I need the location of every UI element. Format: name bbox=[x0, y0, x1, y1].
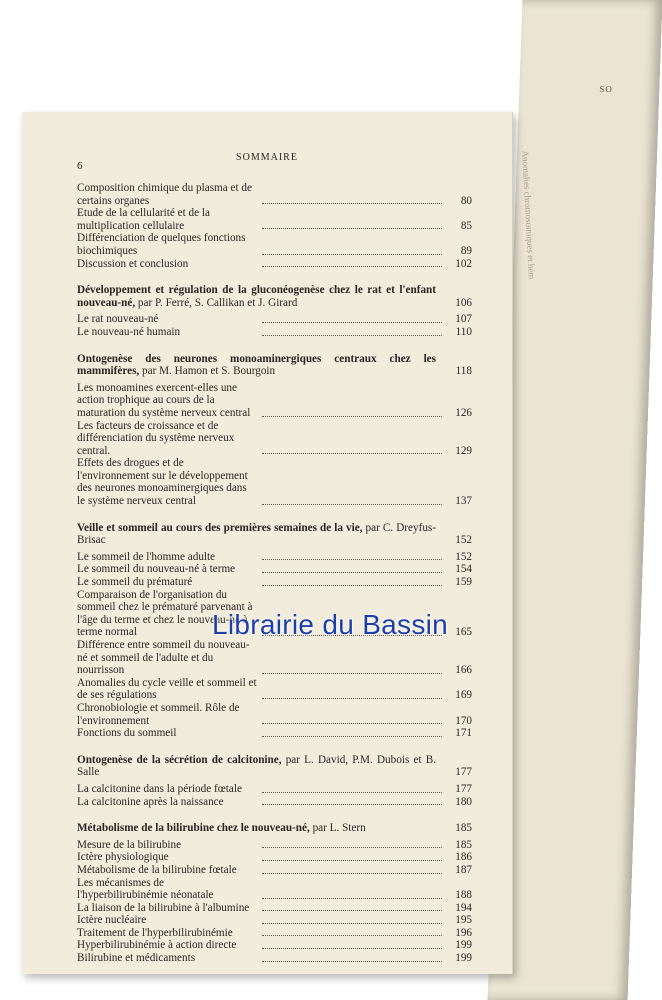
toc-section bbox=[77, 284, 472, 338]
leader-dots bbox=[262, 698, 443, 699]
toc-entry-label: Bilirubine et médicaments bbox=[77, 952, 196, 965]
toc-entry-page: 194 bbox=[455, 901, 472, 914]
section-heading-text bbox=[77, 522, 446, 547]
toc-entry-page: 102 bbox=[455, 257, 472, 270]
section-authors: par M. Hamon et S. Bourgoin bbox=[139, 365, 276, 378]
toc-entry bbox=[77, 952, 472, 965]
toc-entry bbox=[77, 864, 472, 877]
section-page: 185 bbox=[455, 822, 472, 835]
toc-entry bbox=[77, 326, 472, 339]
toc-entry bbox=[77, 877, 472, 902]
toc-entry bbox=[77, 563, 472, 576]
toc-entry-page: 199 bbox=[455, 952, 472, 965]
toc-entry-page: 126 bbox=[455, 406, 472, 419]
leader-dots bbox=[262, 847, 443, 848]
toc-entry-label: Etude de la cellularité et de la multiplication cellulaire bbox=[77, 207, 210, 232]
toc-entry-page: 159 bbox=[455, 576, 472, 589]
toc-entry-page: 129 bbox=[455, 444, 472, 457]
section-page: 106 bbox=[455, 296, 472, 309]
toc-entry-page: 154 bbox=[455, 563, 472, 576]
toc-entry-page: 89 bbox=[460, 244, 472, 257]
toc-entry-label: La calcitonine après la naissance bbox=[77, 795, 224, 808]
leader-dots bbox=[262, 504, 443, 505]
section-authors: par L. Stern bbox=[309, 822, 366, 835]
toc-entry-label: Les facteurs de croissance et de différenciation du système nerveux central. bbox=[77, 419, 235, 457]
toc-entry-page: 107 bbox=[455, 313, 472, 326]
toc-entry bbox=[77, 232, 472, 257]
leader-dots bbox=[262, 453, 443, 454]
toc-section bbox=[77, 754, 472, 808]
section-heading-text bbox=[77, 284, 446, 309]
leader-dots bbox=[262, 935, 443, 936]
toc-entry-page: 165 bbox=[455, 626, 472, 639]
leader-dots bbox=[262, 948, 443, 949]
section-heading bbox=[77, 822, 472, 835]
toc-entry-label: Effets des drogues et de l'environnement sur le développement des neurones monoaminergiques dans le système nerveux central bbox=[77, 457, 248, 508]
leader-dots bbox=[262, 792, 443, 793]
leader-dots bbox=[262, 254, 443, 255]
toc-entry bbox=[77, 927, 472, 940]
toc-entry-page: 188 bbox=[455, 889, 472, 902]
leader-dots bbox=[262, 736, 443, 737]
section-heading-text bbox=[77, 754, 446, 779]
toc-entry-page: 186 bbox=[455, 851, 472, 864]
toc-section bbox=[77, 822, 472, 965]
toc-entry-label: Fonctions du sommeil bbox=[77, 727, 177, 740]
leader-dots bbox=[262, 923, 443, 924]
toc-entry bbox=[77, 677, 472, 702]
toc-entry-label: Le sommeil du prématuré bbox=[77, 576, 193, 589]
leader-dots bbox=[262, 898, 443, 899]
toc-entry-page: 195 bbox=[455, 914, 472, 927]
toc-entry bbox=[77, 914, 472, 927]
toc-entry-label: Le rat nouveau-né bbox=[77, 313, 159, 326]
toc-entry-page: 110 bbox=[455, 325, 472, 338]
section-heading bbox=[77, 754, 472, 779]
toc-entry bbox=[77, 258, 472, 271]
toc-entry-page: 171 bbox=[455, 727, 472, 740]
toc-entry-label: Les monoamines exercent-elles une action trophique au cours de la maturation du système nerveux central bbox=[77, 381, 251, 419]
leader-dots bbox=[262, 860, 443, 861]
toc-entry-page: 180 bbox=[455, 795, 472, 808]
section-heading bbox=[77, 353, 472, 378]
toc-entry-label: Le sommeil de l'homme adulte bbox=[77, 550, 216, 563]
toc-entry-page: 166 bbox=[455, 664, 472, 677]
toc-entry-label: La liaison de la bilirubine à l'albumine bbox=[77, 901, 250, 914]
toc-entry-label: Traitement de l'hyperbilirubinémie bbox=[77, 926, 233, 939]
leader-dots bbox=[262, 804, 443, 805]
section-title: Veille et sommeil au cours des premières semaines de la vie, bbox=[77, 521, 363, 534]
toc-entry bbox=[77, 182, 472, 207]
toc-entry-page: 80 bbox=[460, 194, 472, 207]
toc-entry-label: Les mécanismes de l'hyperbilirubinémie néonatale bbox=[77, 876, 214, 902]
toc-entry-page: 199 bbox=[455, 939, 472, 952]
toc-entry bbox=[77, 457, 472, 507]
toc-entry bbox=[77, 702, 472, 727]
section-title: Métabolisme de la bilirubine chez le nouveau-né, bbox=[77, 822, 310, 835]
watermark: Librairie du Bassin bbox=[212, 609, 449, 640]
toc-entry bbox=[77, 783, 472, 796]
toc-entry-page: 185 bbox=[455, 838, 472, 851]
leader-dots bbox=[262, 673, 443, 674]
toc-entry bbox=[77, 902, 472, 915]
toc-entry bbox=[77, 839, 472, 852]
section-title: Développement et régulation de la gluconéogenèse chez le rat et l'enfant nouveau-né, bbox=[77, 284, 436, 309]
toc-entry-label: Chronobiologie et sommeil. Rôle de l'environnement bbox=[77, 701, 240, 727]
section-authors: par L. David, P.M. Dubois et B. Salle bbox=[77, 753, 436, 779]
toc-entry-label: Discussion et conclusion bbox=[77, 257, 189, 270]
toc-entry-label: Anomalies du cycle veille et sommeil et de ses régulations bbox=[77, 676, 257, 702]
toc-entry bbox=[77, 207, 472, 232]
book-page bbox=[22, 112, 513, 974]
toc-entry bbox=[77, 576, 472, 589]
toc-entry-page: 196 bbox=[455, 926, 472, 939]
toc-entry bbox=[77, 313, 472, 326]
toc-section bbox=[77, 353, 472, 508]
toc-entry-label: La calcitonine dans la période fœtale bbox=[77, 782, 242, 795]
toc-entry bbox=[77, 727, 472, 740]
toc-entry-label: Ictère nucléaire bbox=[77, 914, 147, 927]
section-page: 152 bbox=[455, 534, 472, 547]
section-title: Ontogenèse des neurones monoaminergiques centraux chez les mammifères, bbox=[77, 352, 436, 378]
section-title: Ontogenèse de la sécrétion de calcitonine, bbox=[77, 753, 282, 766]
leader-dots bbox=[262, 910, 443, 911]
toc-entry bbox=[77, 551, 472, 564]
toc-entry-page: 170 bbox=[455, 714, 472, 727]
toc-entry-page: 152 bbox=[455, 550, 472, 563]
toc-entry-label: Le nouveau-né humain bbox=[77, 325, 181, 338]
toc-entry-page: 85 bbox=[460, 219, 472, 232]
section-authors: par P. Ferré, S. Callikan et J. Girard bbox=[135, 296, 298, 309]
leader-dots bbox=[262, 416, 443, 417]
toc-entry bbox=[77, 420, 472, 458]
section-heading bbox=[77, 522, 472, 547]
toc-entry bbox=[77, 639, 472, 677]
leader-dots bbox=[262, 559, 443, 560]
toc-entry-label: Comparaison de l'organisation du sommeil chez le prématuré parvenant à l'âge du terme et chez le nouveau-né à terme normal bbox=[77, 588, 253, 639]
toc-entry-page: 169 bbox=[455, 689, 472, 702]
page-header: SOMMAIRE bbox=[236, 152, 298, 163]
leader-dots bbox=[262, 873, 443, 874]
toc-entry-label: Composition chimique du plasma et de certains organes bbox=[77, 182, 252, 207]
facing-page-text: Anomalies chromosomiques et hém bbox=[520, 150, 537, 280]
section-heading-text bbox=[77, 353, 446, 378]
leader-dots bbox=[262, 572, 443, 573]
leader-dots bbox=[262, 585, 443, 586]
leader-dots bbox=[262, 203, 443, 204]
section-heading bbox=[77, 284, 472, 309]
toc-entry-label: Différenciation de quelques fonctions biochimiques bbox=[77, 232, 246, 257]
leader-dots bbox=[262, 266, 443, 267]
toc-entry bbox=[77, 796, 472, 809]
toc-entry-page: 137 bbox=[455, 495, 472, 508]
toc-entry bbox=[77, 382, 472, 420]
leader-dots bbox=[262, 723, 443, 724]
toc-entry-page: 177 bbox=[455, 782, 472, 795]
toc-entry-page: 187 bbox=[455, 863, 472, 876]
toc-entry-label: Le sommeil du nouveau-né à terme bbox=[77, 563, 236, 576]
section-page: 118 bbox=[455, 365, 472, 378]
page-number: 6 bbox=[77, 160, 83, 172]
leader-dots bbox=[262, 961, 443, 962]
intro-section bbox=[77, 182, 472, 270]
toc-entry bbox=[77, 851, 472, 864]
toc-entry bbox=[77, 939, 472, 952]
table-of-contents bbox=[77, 182, 472, 979]
section-authors: par C. Dreyfus-Brisac bbox=[77, 521, 436, 547]
toc-entry-label: Mesure de la bilirubine bbox=[77, 838, 182, 851]
leader-dots bbox=[262, 322, 443, 323]
section-page: 177 bbox=[455, 766, 472, 779]
toc-entry-label: Hyperbilirubinémie à action directe bbox=[77, 939, 237, 952]
section-heading-text bbox=[77, 822, 446, 835]
facing-page bbox=[488, 0, 662, 1000]
toc-entry-label: Métabolisme de la bilirubine fœtale bbox=[77, 863, 237, 876]
toc-entry-label: Ictère physiologique bbox=[77, 851, 169, 864]
facing-page-header: SO bbox=[599, 84, 614, 94]
leader-dots bbox=[262, 228, 443, 229]
leader-dots bbox=[262, 335, 443, 336]
toc-entry-label: Différence entre sommeil du nouveau-né et sommeil de l'adulte et du nourrisson bbox=[77, 639, 250, 677]
